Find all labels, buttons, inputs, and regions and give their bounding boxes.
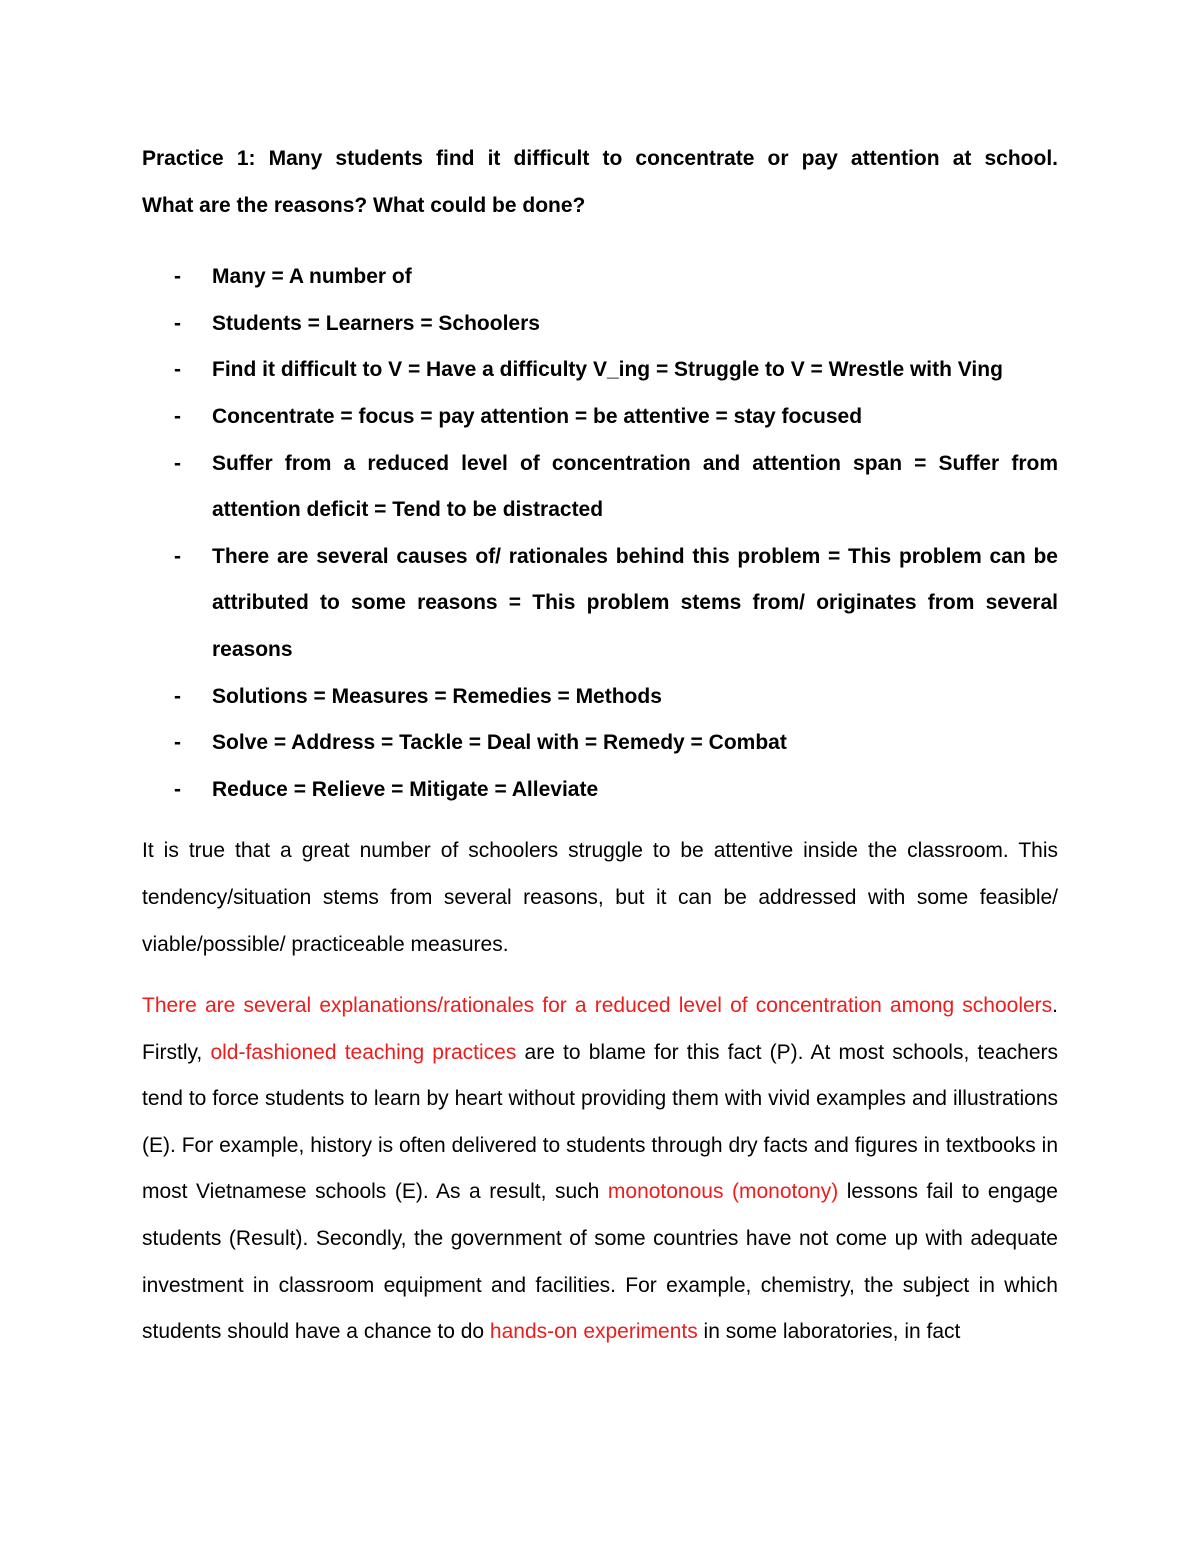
highlighted-topic-sentence: There are several explanations/rationales for a reduced level of concentration among schoolers	[142, 994, 1053, 1018]
bullet-dash: -	[174, 451, 181, 475]
vocabulary-item	[142, 254, 1058, 301]
highlighted-phrase: hands-on experiments	[489, 1320, 698, 1344]
vocabulary-item	[142, 534, 1058, 674]
vocabulary-item-text: Solve = Address = Tackle = Deal with = Remedy = Combat	[212, 731, 787, 755]
vocabulary-item-text: There are several causes of/ rationales behind this problem = This problem can be attributed to some reasons = This problem stems from/ originates from several reasons	[212, 544, 1058, 661]
body-paragraph	[142, 983, 1058, 1356]
bullet-dash: -	[174, 731, 181, 755]
bullet-dash: -	[174, 358, 181, 382]
bullet-dash: -	[174, 404, 181, 428]
practice-title-line-1: Practice 1: Many students find it difficult to concentrate or pay attention at school.	[142, 147, 1058, 170]
bullet-dash: -	[174, 684, 181, 708]
vocabulary-item-text: Suffer from a reduced level of concentration and attention span = Suffer from attention deficit = Tend to be distracted	[212, 451, 1058, 522]
vocabulary-item-text: Solutions = Measures = Remedies = Methods	[212, 684, 662, 708]
vocabulary-item-text: Reduce = Relieve = Mitigate = Alleviate	[212, 777, 599, 801]
bullet-dash: -	[174, 777, 181, 801]
vocabulary-item	[142, 720, 1058, 767]
vocabulary-item	[142, 301, 1058, 348]
vocabulary-item	[142, 441, 1058, 534]
vocabulary-item	[142, 674, 1058, 721]
body-text: lessons fail to engage students (Result). Secondly, the government of some countries have not come up with adequate investment in classroom equipment and facilities. For example, chemistry, the subject in which students should have a chance to do	[142, 1180, 1058, 1344]
body-text: are to blame for this fact (P). At most schools, teachers tend to force students to learn by heart without providing them with vivid examples and illustrations (E). For example, history is often delivered to students through dry facts and figures in textbooks in most Vietnamese schools (E). As a result, such	[142, 1040, 1058, 1204]
bullet-dash: -	[174, 544, 181, 568]
vocabulary-list	[142, 254, 1058, 813]
bullet-dash: -	[174, 311, 181, 335]
vocabulary-item-text: Many = A number of	[212, 265, 412, 289]
vocabulary-item-text: Concentrate = focus = pay attention = be attentive = stay focused	[212, 404, 863, 428]
vocabulary-item	[142, 394, 1058, 441]
practice-title	[142, 136, 1058, 229]
practice-title-line-2: What are the reasons? What could be done?	[142, 193, 586, 217]
vocabulary-item-text: Students = Learners = Schoolers	[212, 311, 540, 335]
body-text: . Firstly,	[142, 994, 1058, 1064]
highlighted-phrase: old-fashioned teaching practices	[210, 1040, 517, 1064]
bullet-dash: -	[174, 265, 181, 289]
document-content	[142, 136, 1058, 1356]
body-text: in some laboratories, in fact	[697, 1320, 961, 1344]
highlighted-phrase: monotonous (monotony)	[607, 1180, 839, 1204]
vocabulary-item	[142, 347, 1058, 394]
intro-paragraph: It is true that a great number of schoolers struggle to be attentive inside the classroom. This tendency/situation stems from several reasons, but it can be addressed with some feasible/ viable/possible/ practiceable measures.	[142, 839, 1058, 956]
vocabulary-item-text: Find it difficult to V = Have a difficulty V_ing = Struggle to V = Wrestle with Ving	[212, 358, 1003, 382]
vocabulary-item	[142, 767, 1058, 814]
